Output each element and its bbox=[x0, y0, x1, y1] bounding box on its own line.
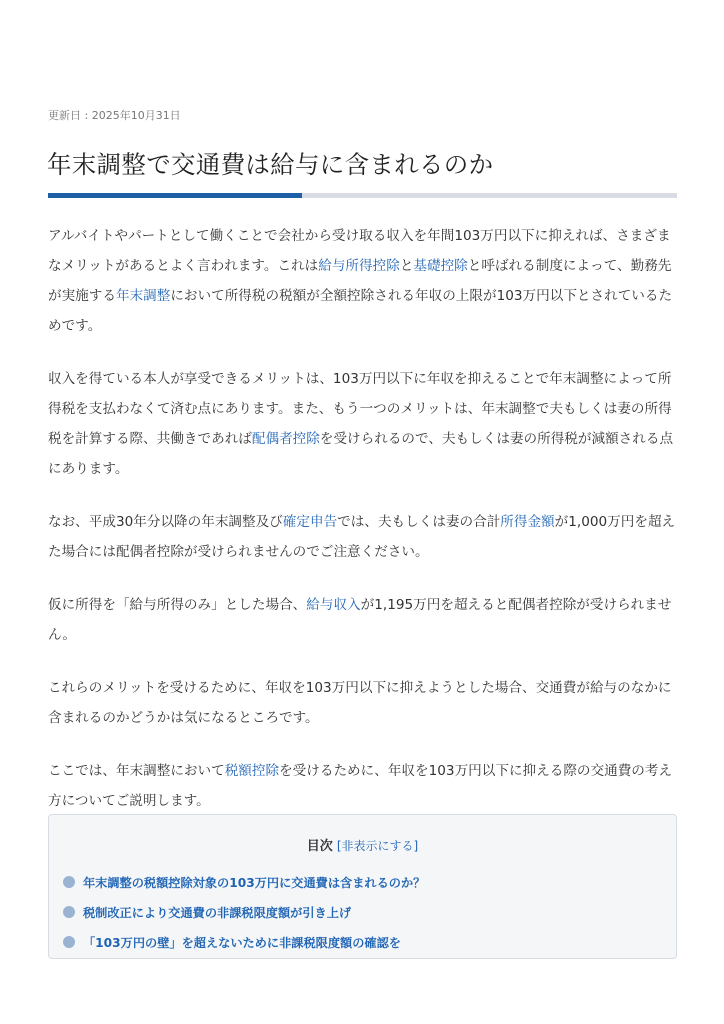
title-underline-accent bbox=[48, 193, 302, 198]
toc-header bbox=[49, 835, 676, 854]
text: と呼ばれる制度によって、勤務先が実施する bbox=[48, 258, 672, 304]
bullet-icon bbox=[63, 906, 75, 918]
paragraph-1 bbox=[48, 221, 677, 341]
text: を受けられるので、夫もしくは妻の所得税が減額される点にあります。 bbox=[48, 431, 674, 477]
text: アルバイトやパートとして働くことで会社から受け取る収入を年間103万円以下に抑えれば、さまざまなメリットがあるとよく言われます。これは bbox=[48, 228, 671, 274]
text: ここでは、年末調整において bbox=[48, 763, 225, 779]
text: と bbox=[399, 258, 414, 274]
toc-item-label[interactable]: 税制改正により交通費の非課税限度額が引き上げ bbox=[83, 905, 352, 920]
toc-title: 目次 bbox=[306, 839, 333, 854]
link-shotoku-kingaku[interactable]: 所得金額 bbox=[500, 514, 555, 530]
paragraph-6 bbox=[48, 756, 677, 816]
paragraph-5 bbox=[48, 673, 677, 733]
article-body bbox=[48, 221, 677, 839]
toc-item[interactable] bbox=[63, 867, 425, 897]
toc-item[interactable] bbox=[63, 897, 425, 927]
toc-item-label[interactable]: 「103万円の壁」を超えないために非課税限度額の確認を bbox=[83, 935, 401, 950]
text: では、夫もしくは妻の合計 bbox=[337, 514, 501, 530]
title-underline bbox=[48, 193, 677, 198]
page-title: 年末調整で交通費は給与に含まれるのか bbox=[47, 150, 494, 179]
paragraph-4 bbox=[48, 590, 677, 650]
toc-item[interactable] bbox=[63, 927, 425, 957]
link-kakutei-shinkoku[interactable]: 確定申告 bbox=[282, 514, 338, 530]
toc-toggle-link[interactable]: [非表示にする] bbox=[336, 839, 419, 853]
link-zeigaku-kojo[interactable]: 税額控除 bbox=[224, 763, 280, 779]
updated-date: 更新日 : 2025年10月31日 bbox=[48, 109, 181, 122]
text: が1,195万円を超えると配偶者控除が受けられません。 bbox=[48, 597, 672, 643]
link-haigusha-kojo[interactable]: 配偶者控除 bbox=[251, 431, 320, 447]
text: 仮に所得を「給与所得のみ」とした場合、 bbox=[48, 597, 307, 613]
text: において所得税の税額が全額控除される年収の上限が103万円以下とされているためです。 bbox=[48, 288, 673, 334]
link-nenmatsu-chosei[interactable]: 年末調整 bbox=[115, 288, 171, 304]
paragraph-2 bbox=[48, 364, 677, 484]
link-kyuyo-shotoku-kojo[interactable]: 給与所得控除 bbox=[318, 258, 400, 274]
text: を受けるために、年収を103万円以下に抑える際の交通費の考え方についてご説明します。 bbox=[48, 763, 673, 809]
table-of-contents bbox=[48, 814, 677, 959]
link-kyuyo-shunyu[interactable]: 給与収入 bbox=[306, 597, 361, 613]
text: なお、平成30年分以降の年末調整及び bbox=[48, 514, 283, 530]
bullet-icon bbox=[63, 936, 75, 948]
link-kiso-kojo[interactable]: 基礎控除 bbox=[413, 258, 468, 274]
bullet-icon bbox=[63, 876, 75, 888]
text: これらのメリットを受けるために、年収を103万円以下に抑えようとした場合、交通費が給与のなかに含まれるのかどうかは気になるところです。 bbox=[48, 680, 672, 726]
toc-item-label[interactable]: 年末調整の税額控除対象の103万円に交通費は含まれるのか？ bbox=[83, 875, 426, 890]
text: が1,000万円を超えた場合には配偶者控除が受けられませんのでご注意ください。 bbox=[48, 514, 676, 560]
paragraph-3 bbox=[48, 507, 677, 567]
toc-list bbox=[63, 867, 425, 957]
text: 収入を得ている本人が享受できるメリットは、103万円以下に年収を抑えることで年末調整によって所得税を支払わなくて済む点にあります。また、もう一つのメリットは、年末調整で夫もしくは妻の所得税を計算する際、共働きであれば bbox=[48, 371, 672, 447]
